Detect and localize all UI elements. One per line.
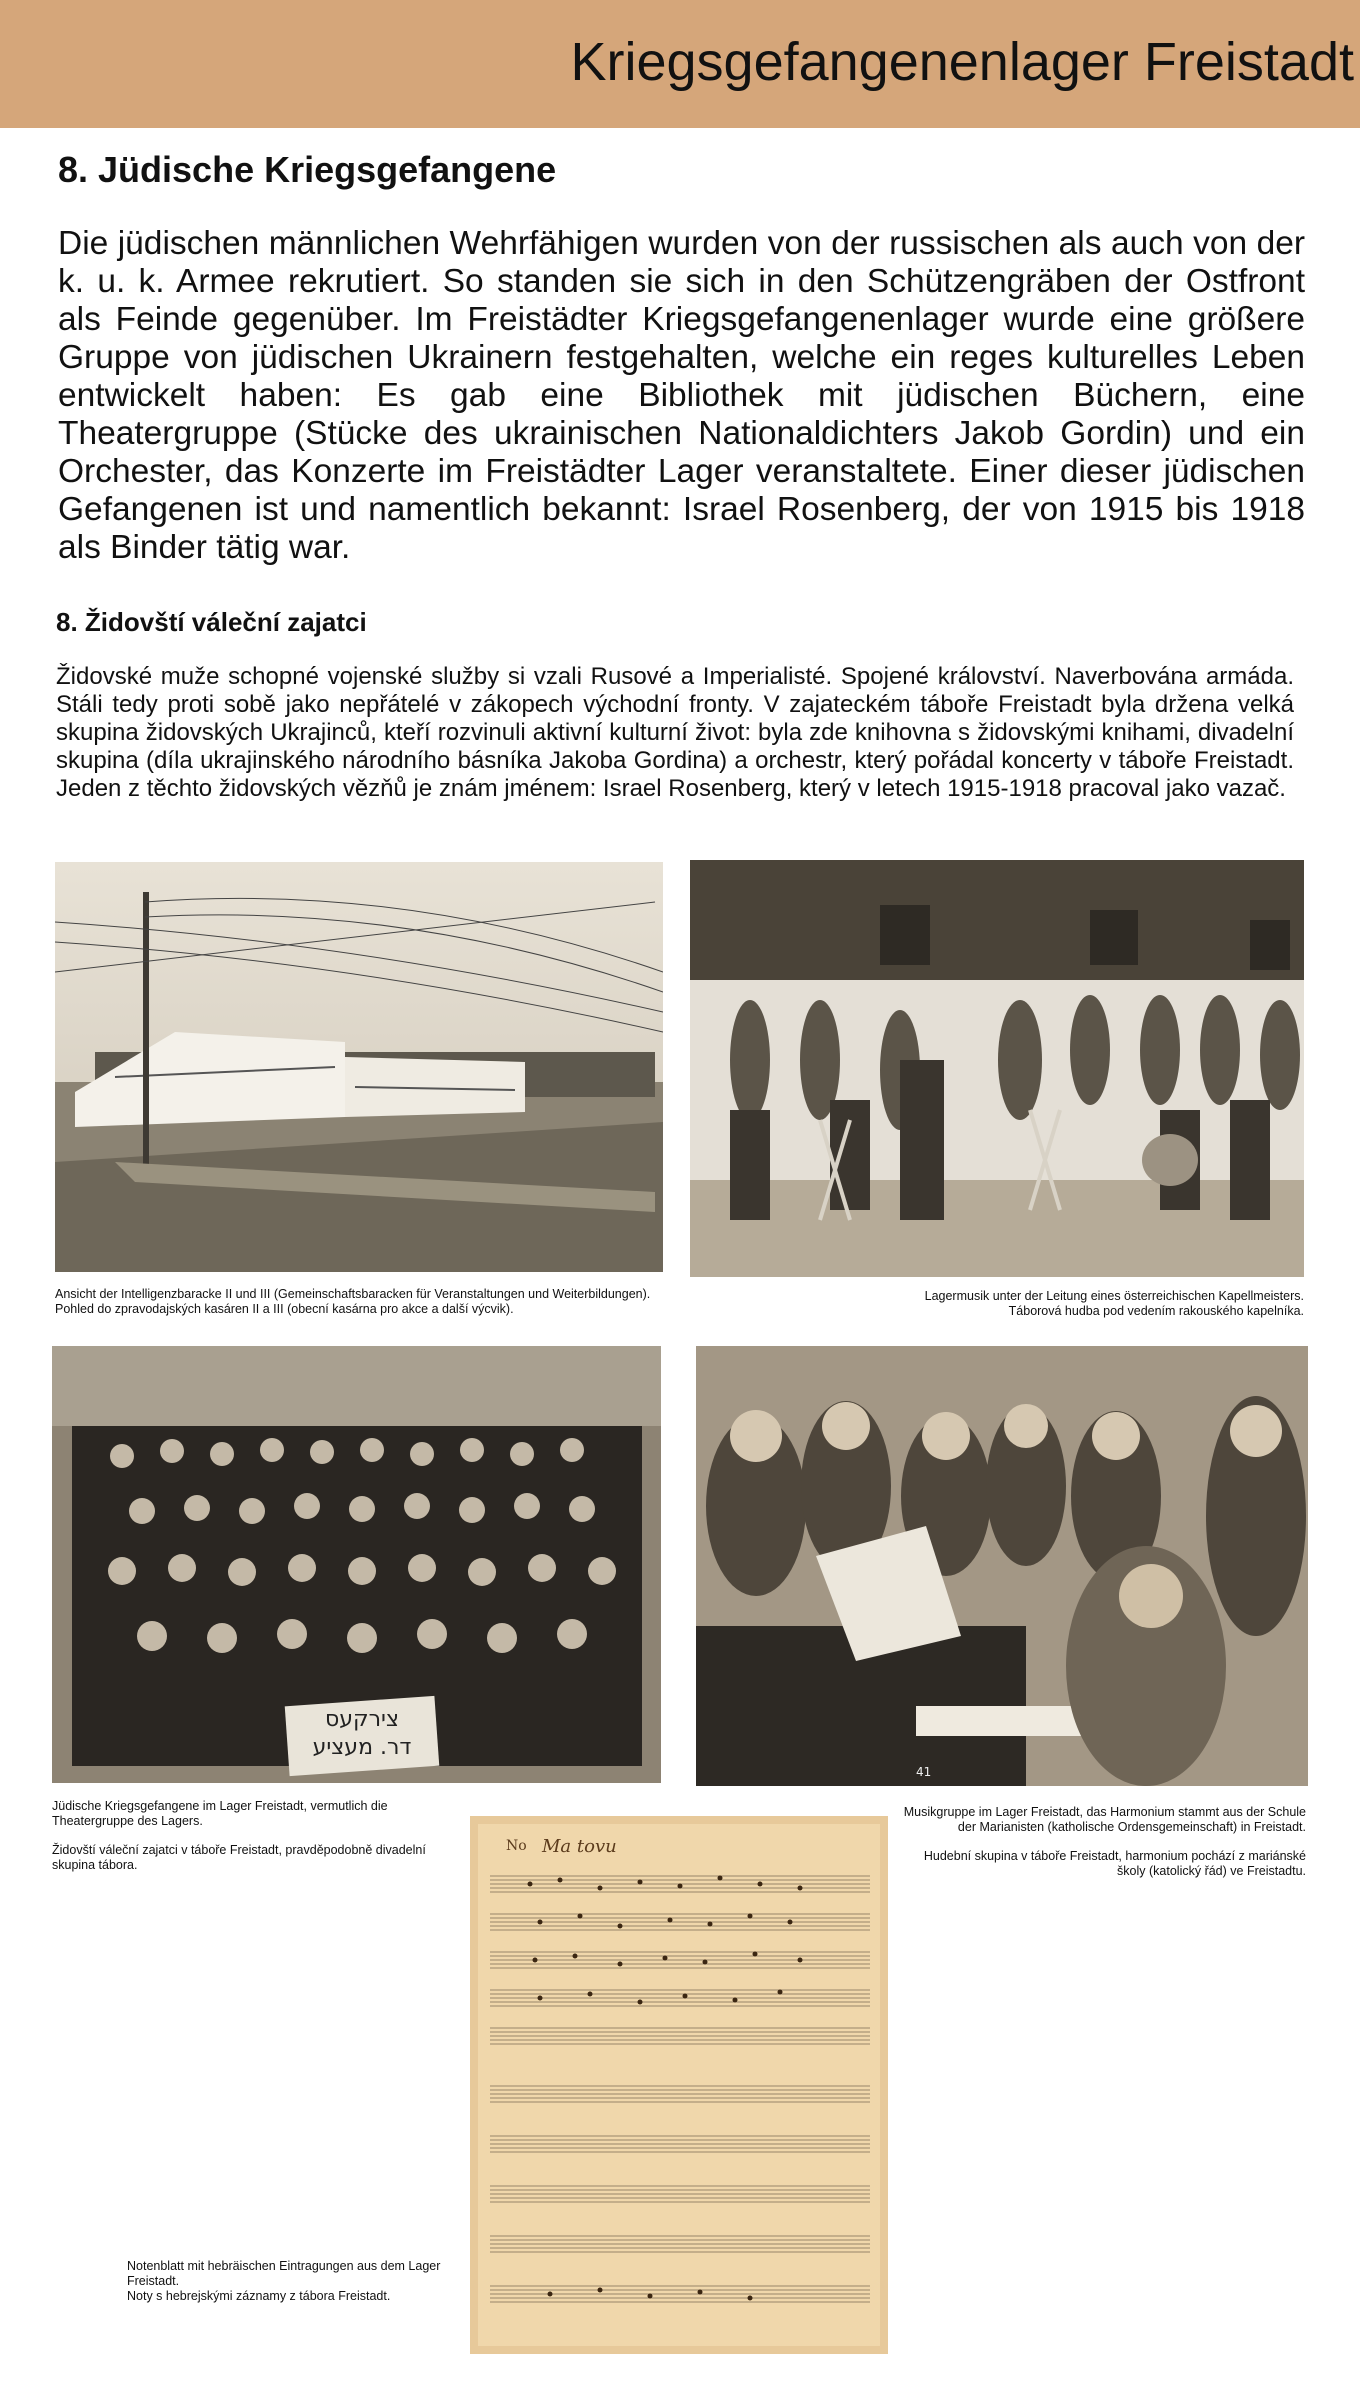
barracks-caption-cz: Pohled do zpravodajských kasáren II a III (obecní kasárna pro akce a další výcvik). [55,1302,514,1316]
barracks-caption [55,1287,695,1317]
sheet-music-caption-de: Notenblatt mit hebräischen Eintragungen aus dem Lager Freistadt. [127,2259,441,2288]
harmonium-group-caption-de: Musikgruppe im Lager Freistadt, das Harmonium stammt aus der Schule der Marianisten (katholische Ordensgemeinschaft) in Freistadt. [903,1805,1306,1834]
harmonium-group-photo [696,1346,1308,1786]
theatre-group-caption [52,1799,442,1873]
barracks-photo [55,862,663,1272]
header-bar [0,0,1360,128]
theatre-group-photo [52,1346,661,1783]
section-heading-de: 8. Jüdische Kriegsgefangene [58,149,557,190]
barracks-caption-de: Ansicht der Intelligenzbaracke II und III (Gemeinschaftsbaracken für Veranstaltungen und Weiterbildungen). [55,1287,651,1301]
theatre-group-caption-de: Jüdische Kriegsgefangene im Lager Freistadt, vermutlich die Theatergruppe des Lagers. [52,1799,388,1828]
camp-music-caption-cz: Táborová hudba pod vedením rakouského kapelníka. [1008,1304,1304,1318]
sheet-music-photo [470,1816,888,2354]
section-heading-cz: 8. Židovští váleční zajatci [56,607,367,637]
section-text-de: Die jüdischen männlichen Wehrfähigen wurden von der russischen als auch von der k. u. k. Armee rekrutiert. So standen sie sich in den Schützengräben der Ostfront als Feinde gegenüber. Im Freistädter Kriegsgefangenenlager wurde eine größere Gruppe von jüdischen Ukrainern festgehalten, welche ein reges kulturelles Leben entwickelt haben: Es gab eine Bibliothek mit jüdischen Büchern, eine Theatergruppe (Stücke des ukrainischen Nationaldichters Jakob Gordin) und ein Orchester, das Konzerte im Freistädter Lager veranstaltete. Einer dieser jüdischen Gefangenen ist und namentlich bekannt: Israel Rosenberg, der von 1915 bis 1918 als Binder tätig war. [58,225,1305,566]
camp-music-caption-de: Lagermusik unter der Leitung eines österreichischen Kapellmeisters. [924,1289,1304,1303]
theatre-group-caption-cz: Židovští váleční zajatci v táboře Freistadt, pravděpodobně divadelní skupina tábora. [52,1843,426,1872]
theatre-sign-line2: דר. מעציע [312,1735,412,1760]
sheet-music-title: Ma tovu [542,1836,617,1857]
section-text-cz: Židovské muže schopné vojenské služby si vzali Rusové a Imperialisté. Spojené království. Naverbována armáda. Stáli tedy proti sobě jako nepřátelé v zákopech východní fronty. V zajateckém táboře Freistadt byla držena velká skupina židovských Ukrajinců, kteří rozvinuli aktivní kulturní život: byla zde knihovna s židovskými knihami, divadelní skupina (díla ukrajinského národního básníka Jakoba Gordina) a orchestr, který pořádal koncerty v táboře Freistadt. Jeden z těchto židovských vězňů je znám jménem: Israel Rosenberg, který v letech 1915-1918 pracoval jako vazač. [56,663,1294,802]
harmonium-plate-number: 41 [916,1765,932,1779]
sheet-music-caption-cz: Noty s hebrejskými záznamy z tábora Freistadt. [127,2289,391,2303]
harmonium-group-caption [900,1805,1306,1879]
camp-music-caption [880,1289,1304,1319]
harmonium-group-caption-cz: Hudební skupina v táboře Freistadt, harmonium pochází z mariánské školy (katolický řád) ve Freistadtu. [923,1849,1306,1878]
sheet-music-caption [127,2259,457,2304]
camp-music-photo [690,860,1304,1277]
page-title: Kriegsgefangenenlager Freistadt [570,32,1354,92]
theatre-sign-line1: צירקעס [324,1707,400,1732]
sheet-music-number: No [506,1838,527,1854]
